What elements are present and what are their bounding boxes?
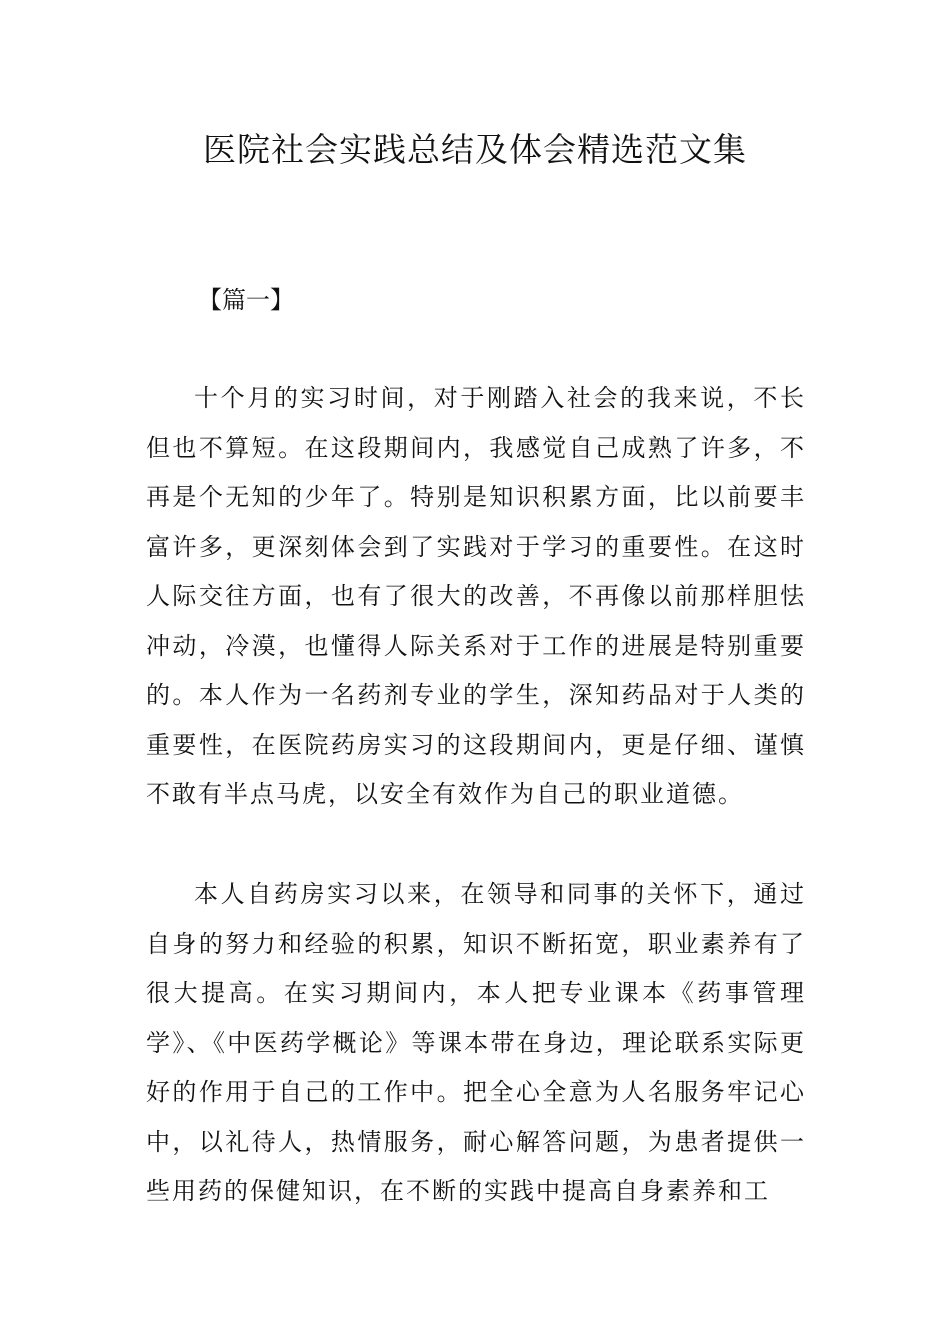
- section-heading: 【篇一】: [198, 286, 294, 314]
- body-paragraph-2: 本人自药房实习以来，在领导和同事的关怀下，通过自身的努力和经验的积累，知识不断拓宽，职业素养有了很大提高。在实习期间内，本人把专业课本《药事管理学》、《中医药学概论》等课本带在身边，理论联系实际更好的作用于自己的工作中。把全心全意为人名服务牢记心中，以礼待人，热情服务，耐心解答问题，为患者提供一些用药的保健知识，在不断的实践中提高自身素养和工: [146, 880, 806, 1205]
- document-title: 医院社会实践总结及体会精选范文集: [203, 130, 747, 169]
- body-paragraph-1: 十个月的实习时间，对于刚踏入社会的我来说，不长但也不算短。在这段期间内，我感觉自己成熟了许多，不再是个无知的少年了。特别是知识积累方面，比以前要丰富许多，更深刻体会到了实践对于学习的重要性。在这时人际交往方面，也有了很大的改善，不再像以前那样胆怯冲动，冷漠，也懂得人际关系对于工作的进展是特别重要的。本人作为一名药剂专业的学生，深知药品对于人类的重要性，在医院药房实习的这段期间内，更是仔细、谨慎不敢有半点马虎，以安全有效作为自己的职业道德。: [146, 384, 806, 808]
